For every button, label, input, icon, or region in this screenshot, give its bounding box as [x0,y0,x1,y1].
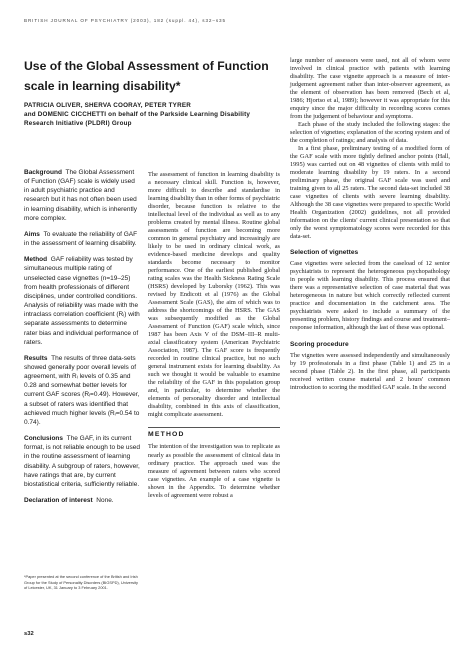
abstract-method [24,255,141,347]
body-paragraph: The vignettes were assessed independently and simultaneously by 19 professionals in a first phase (Table 1) and 25 in a second phase (Table 2). In the first phase, all participants received written course material and 2 hours' common introduction to scoring the modified GAF scale. In the second [290,351,450,391]
section-heading-method: METHOD [148,427,280,438]
abstract-declaration [24,496,141,505]
authors-line-2: and DOMENIC CICCHETTI on behalf of the Parkside Learning Disability Research Initiative (PLDRI) Group [24,111,251,127]
subsection-heading-scoring: Scoring procedure [290,340,349,348]
abstract [24,168,141,512]
abstract-head: Background [24,169,62,176]
body-paragraph: The assessment of function in learning disability is a necessary clinical skill. Function is, however, more difficult to describe and standardise in learning disability than in other forms of psychiatric disorder, because function is relative to the intellectual level of the individual as well as to any problems created by mental illness. Routine global assessments of function are becoming more common in general psychiatry and increasingly are likely to be used in ordinary clinical work, as evidence-based medicine develops and quality standards become necessary to monitor performance. One of the earliest published global rating scales was the Health Sickness Rating Scale (HSRS) developed by Luborsky (1962). This was revised by Endicott et al (1976) as the Global Assessment Scale (GAS), the aim of which was to address the shortcomings of the HSRS. The GAS was subsequently modified as the Global Assessment of Function (GAF) scale which, since 1987 has been Axis V of the DSM–III–R multi-axial classificatory system (American Psychiatric Association, 1987). The GAF score is frequently recorded in routine clinical practice, but no such general instrument exists for learning disability. As such we thought it would be valuable to examine the reliability of the GAF in this population group and, in particular, to determine whether the elements of personality disorder and intellectual disability, combined in this axis of classification, might complicate assessment. [148,171,280,419]
abstract-head: Conclusions [24,435,64,443]
abstract-text: None. [96,497,114,504]
abstract-background [24,168,141,223]
abstract-text: To evaluate the reliability of GAF in the assessment of learning disability. [24,230,138,248]
body-column-right [290,57,450,392]
authors-line-1: PATRICIA OLIVER, SHERVA COORAY, PETER TYRER [24,102,191,109]
author-list [24,101,274,128]
abstract-aims [24,230,141,248]
abstract-text: The GAF, in its current format, is not reliable enough to be used in the routine assessment of learning disability. A subgroup of raters, however, have ratings that are, by current biostatistical criteria, sufficiently reliable. [24,435,140,488]
abstract-text: GAF reliability was tested by simultaneous multiple rating of unselected case vignettes (n=19–25) from health professionals of different disciplines, under controlled conditions. Analysis of reliability was made with the intraclass correlation coefficient (Rᵢ) with separate assessments to determine rater bias and individual performance of raters. [24,256,140,346]
abstract-head: Aims [24,230,40,238]
running-head: BRITISH JOURNAL OF PSYCHIATRY (2003), 182 (suppl. 44), s32–s35 [24,18,226,23]
abstract-head: Method [24,256,48,264]
abstract-head: Declaration of interest [24,497,93,504]
body-paragraph: In a first phase, preliminary testing of a modified form of the GAF scale with more tightly defined anchor points (Hall, 1995) was carried out on 48 vignettes of clients with mild to moderate learning disability by 19 raters. In a second preliminary phase, the original GAF scale was used and training given to all 25 raters. The second data-set included 38 case vignettes of clients with severe learning disability. Although the 38 case vignettes were prepared to specific World Health Organization (2002) guidelines, not all provided information on the clients' current clinical presentation so that only the worst symptomatology scores were recorded for this data-set. [290,145,450,241]
body-paragraph: Each phase of the study included the following stages: the selection of vignettes; explanation of the scoring system and of the completion of ratings; and analysis of data. [290,121,450,145]
body-column-middle [148,171,280,500]
page-number: s32 [24,631,34,637]
abstract-text: The results of three data-sets showed generally poor overall levels of agreement, with Rᵢ levels of 0.35 and 0.28 and somewhat better levels for current GAF scores (Rᵢ=0.49). However, a subset of raters was identified that achieved much higher levels (Rᵢ=0.54 to 0.74). [24,354,140,426]
abstract-results [24,354,141,427]
article-title: Use of the Global Assessment of Function scale in learning disability* [24,59,269,93]
body-paragraph: Case vignettes were selected from the caseload of 12 senior psychiatrists to represent the heterogeneous psychopathology in people with learning disability. This process ensured that there was a representative selection of case material that was heterogeneous in nature but which correctly reflected current practice and documentation in the catchment area. The psychiatrists were asked to include a summary of the presenting problem, history findings and course and treatment–response information, although the last of these was optional. [290,260,450,332]
footnote: *Paper presented at the second conference of the British and Irish Group for the Study of Personality Disorders (BIGSPD), University of Leicester, UK, 31 January to 3 February 2001. [24,574,138,591]
subsection-heading-selection: Selection of vignettes [290,249,359,257]
abstract-conclusions [24,434,141,489]
abstract-head: Results [24,354,48,362]
body-paragraph: large number of assessors were used, not all of whom were involved in clinical practice with patients with learning disability. The case vignette approach is a measure of inter-judgement agreement rather than inter-observer agreement, as the element of observation has been removed (Bech et al, 1986; Hjortso et al, 1989); however it was appropriate for this enquiry since the major difficulty in recording scores comes from the judgement of behaviour and symptoms. [290,57,450,121]
body-paragraph: The intention of the investigation was to replicate as nearly as possible the assessment of clinical data in ordinary practice. The approach used was the measure of agreement between raters who scored case vignettes. An example of a case vignette is shown in the Appendix. To determine whether levels of agreement were robust a [148,443,280,499]
abstract-text: The Global Assessment of Function (GAF) scale is widely used in adult psychiatric practice and research but it has not often been used in learning disability, which is inherently more complex. [24,169,137,222]
